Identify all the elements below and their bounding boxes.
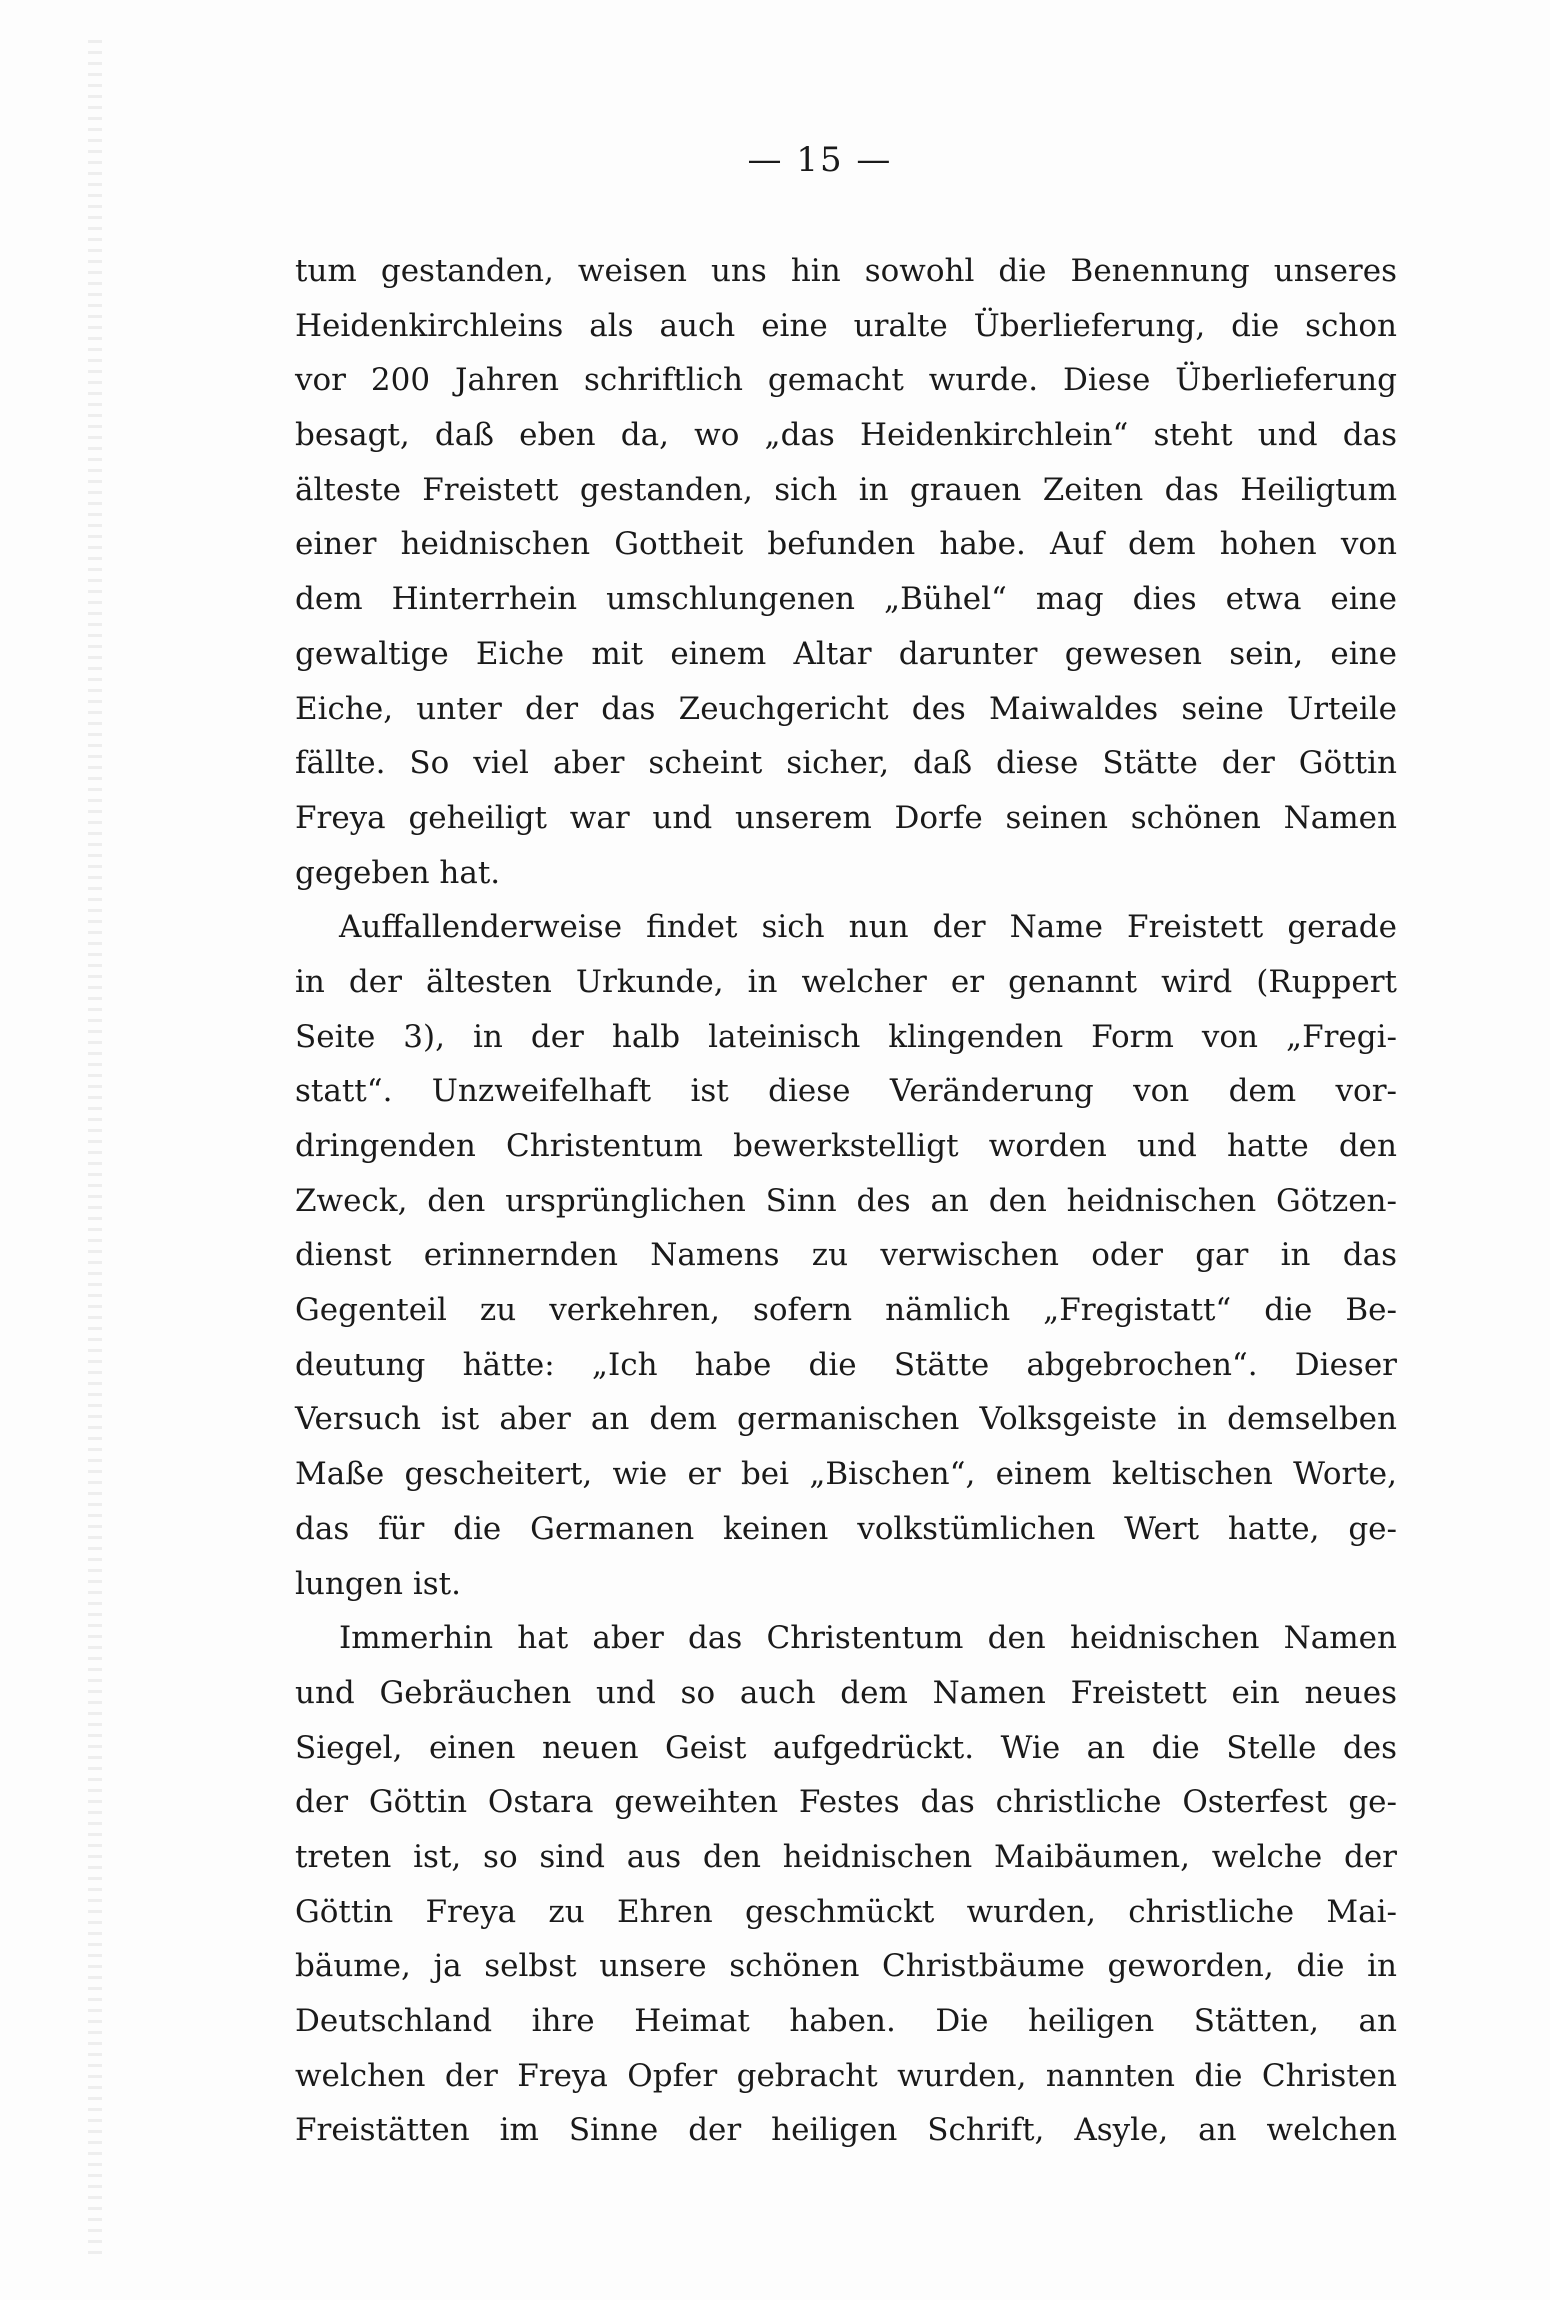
text-line: Göttin Freya zu Ehren geschmückt wurden, christliche Mai- [295, 1893, 1397, 1930]
text-line: treten ist, so sind aus den heidnischen Maibäumen, welche der [295, 1838, 1397, 1875]
text-line: älteste Freistett gestanden, sich in grauen Zeiten das Heiligtum [295, 471, 1397, 508]
text-line: und Gebräuchen und so auch dem Namen Freistett ein neues [295, 1674, 1397, 1711]
text-line: tum gestanden, weisen uns hin sowohl die Benennung unseres [295, 253, 1397, 289]
text-line: Maße gescheitert, wie er bei „Bischen“, einem keltischen Worte, [295, 1456, 1397, 1493]
text-line: gegeben hat. [295, 854, 501, 891]
text-line: der Göttin Ostara geweihten Festes das christliche Osterfest ge- [295, 1784, 1397, 1821]
text-line: Deutschland ihre Heimat haben. Die heiligen Stätten, an [295, 2003, 1397, 2039]
text-line: deutung hätte: „Ich habe die Stätte abgebrochen“. Dieser [295, 1346, 1397, 1383]
text-line: gewaltige Eiche mit einem Altar darunter gewesen sein, eine [295, 635, 1397, 672]
text-line: einer heidnischen Gottheit befunden habe. Auf dem hohen von [295, 526, 1397, 563]
text-line: Freistätten im Sinne der heiligen Schrift, Asyle, an welchen [295, 2112, 1397, 2149]
text-line: das für die Germanen keinen volkstümlichen Wert hatte, ge- [295, 1510, 1397, 1547]
text-line: Versuch ist aber an dem germanischen Volksgeiste in demselben [295, 1401, 1397, 1438]
text-line: Freya geheiligt war und unserem Dorfe seinen schönen Namen [295, 799, 1397, 836]
text-line: Heidenkirchleins als auch eine uralte Überlieferung, die schon [295, 307, 1397, 344]
text-line: Auffallenderweise findet sich nun der Name Freistett gerade [339, 909, 1397, 946]
text-line: besagt, daß eben da, wo „das Heidenkirchlein“ steht und das [295, 417, 1397, 454]
text-line: bäume, ja selbst unsere schönen Christbäume geworden, die in [295, 1948, 1397, 1985]
scan-edge-shadow [88, 40, 102, 2260]
text-line: Gegenteil zu verkehren, sofern nämlich „Fregistatt“ die Be- [295, 1292, 1397, 1329]
text-line: fällte. So viel aber scheint sicher, daß diese Stätte der Göttin [295, 745, 1397, 782]
text-line: Seite 3), in der halb lateinisch klingenden Form von „Fregi- [295, 1018, 1397, 1055]
text-line: lungen ist. [295, 1565, 461, 1602]
text-line: Siegel, einen neuen Geist aufgedrückt. Wie an die Stelle des [295, 1729, 1397, 1766]
text-line: welchen der Freya Opfer gebracht wurden, nannten die Christen [295, 2057, 1397, 2094]
page-number: — 15 — [747, 140, 893, 180]
text-line: statt“. Unzweifelhaft ist diese Veränderung von dem vor- [295, 1073, 1397, 1110]
text-line: Immerhin hat aber das Christentum den heidnischen Namen [339, 1620, 1397, 1657]
text-line: Zweck, den ursprünglichen Sinn des an den heidnischen Götzen- [295, 1182, 1397, 1219]
text-line: Eiche, unter der das Zeuchgericht des Maiwaldes seine Urteile [295, 690, 1397, 727]
text-line: dienst erinnernden Namens zu verwischen oder gar in das [295, 1237, 1397, 1274]
body-text [295, 244, 1397, 2158]
text-line: vor 200 Jahren schriftlich gemacht wurde. Diese Überlieferung [295, 362, 1397, 399]
text-line: dem Hinterrhein umschlungenen „Bühel“ mag dies etwa eine [295, 581, 1397, 618]
text-line: in der ältesten Urkunde, in welcher er genannt wird (Ruppert [295, 963, 1397, 1000]
text-line: dringenden Christentum bewerkstelligt worden und hatte den [295, 1128, 1397, 1164]
